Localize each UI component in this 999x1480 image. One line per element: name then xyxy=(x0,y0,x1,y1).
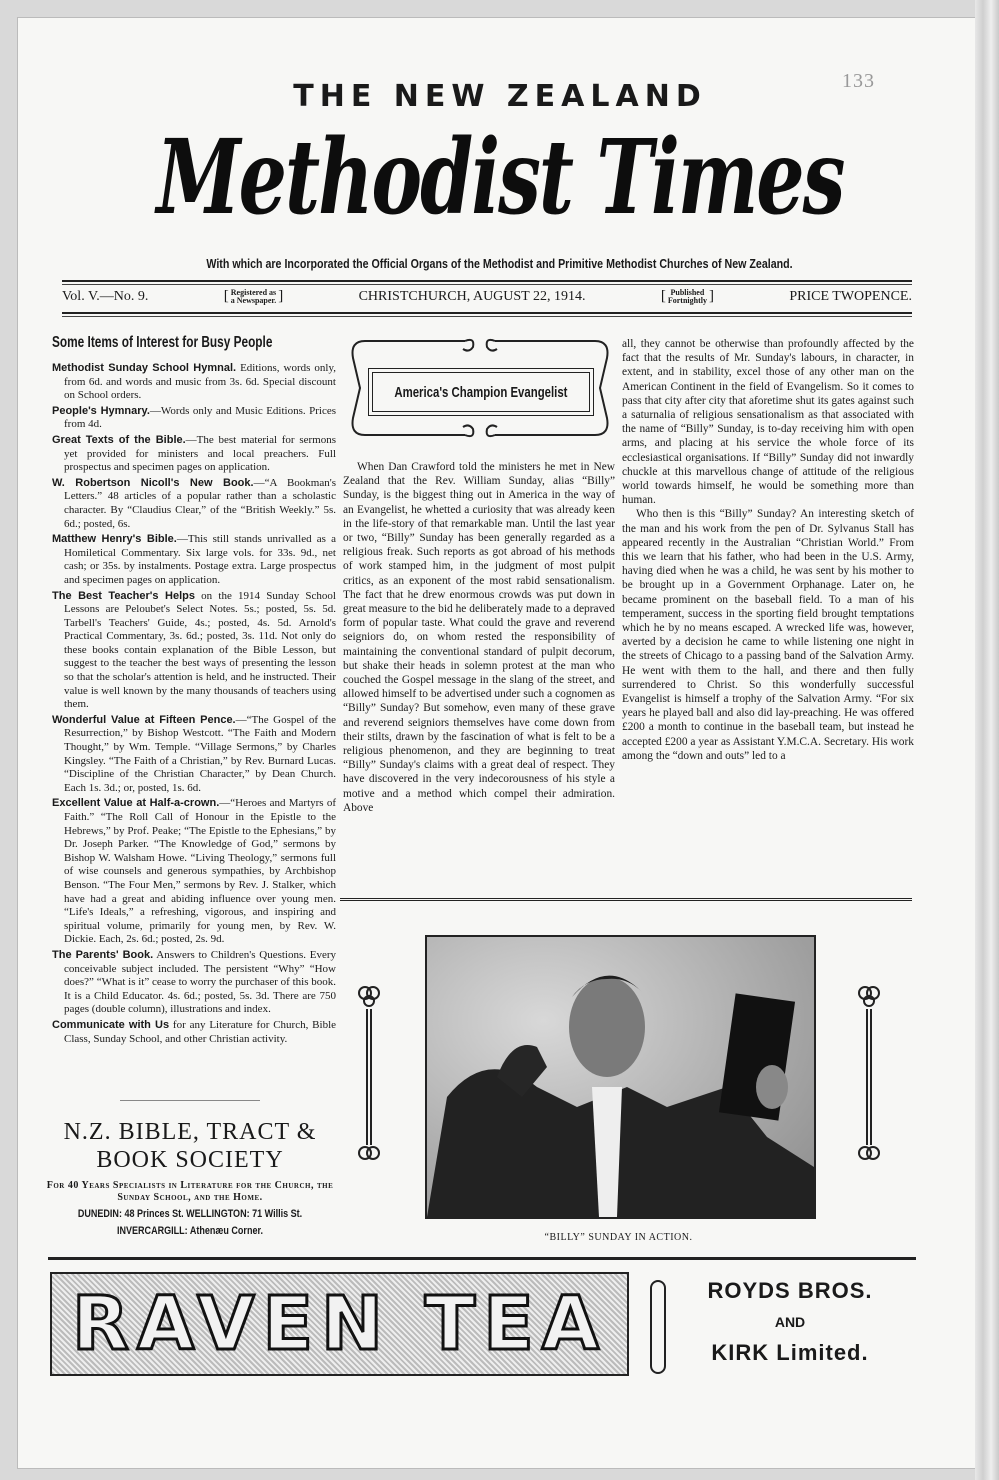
separator xyxy=(120,1100,260,1101)
rule xyxy=(62,312,912,314)
advert-item xyxy=(52,477,336,531)
royds-bros-advert xyxy=(680,1278,900,1366)
advert-item xyxy=(52,1019,336,1046)
advert-item-text: —Words only and Music Editions. Prices from 4d. xyxy=(64,404,336,431)
volume-number: Vol. V.—No. 9. xyxy=(62,288,149,304)
article-paragraph: When Dan Crawford told the ministers he met in New Zealand that the Rev. William Sunday, alias “Billy” Sunday, is the biggest thing out in America in the way of an Evangelist, he whetted a curiosity that was already keen in the life-story of that remarkable man. Until the last year or two, “Billy” Sunday has been generally regarded as a religious freak. Such reports as got abroad of his methods of work stamped him, in the judgment of most pulpit critics, as an exponent of the most rabid sensationalism. The fact that he drew enormous crowds was put down in great measure to the bid he deliberately made to a depraved form of popular taste. What could the grave and reverend seigniors do, on whom rested the responsibility of maintaining the conventional standard of pulpit decorum, but shake their heads in solemn protest at the man who couched the Gospel message in the slang of the street, and allowed himself to be advertised under such a cognomen as “Billy” Sunday? But somehow, even many of these grave and reverend seigniors themselves have come down from their stilts, drawn by the fascination of what is felt to be a religious phenomenon, and they are beginning to treat “Billy” Sunday's claims with a great deal of respect. They have discovered in the very indecorousness of his style a motive and a method which compel their admiration. Above xyxy=(343,461,615,814)
price: PRICE TWOPENCE. xyxy=(789,288,912,304)
masthead-title: Methodist Times xyxy=(156,117,844,238)
page-number: 133 xyxy=(842,70,875,92)
published-line: Fortnightly xyxy=(667,295,707,305)
advert-item xyxy=(52,714,336,796)
masthead-subtitle: With which are Incorporated the Official Organs of the Methodist and Primitive Methodist Churches of New Zealand. xyxy=(206,256,793,271)
maker-name: KIRK Limited. xyxy=(711,1340,869,1365)
advert-item-title: The Parents' Book. xyxy=(52,948,154,961)
maker-name: ROYDS BROS. xyxy=(707,1278,873,1303)
advert-item xyxy=(52,797,336,947)
advert-item-text: —This still stands unrivalled as a Homiletical Commentary. Six large vols. for 33s. 9d., net cash; or 35s. by instalments. Postage extra. Large prospectus and specimen pages on application. xyxy=(64,533,336,586)
advert-item-title: Methodist Sunday School Hymnal. xyxy=(52,362,237,374)
paperclip-ornament xyxy=(650,1280,666,1374)
advert-item xyxy=(52,434,336,475)
bible-society-advert xyxy=(40,1118,340,1238)
advert-item-text: —The best material for sermons yet provided for ministers and local preachers. Full prospectus and specimen pages on application. xyxy=(64,433,336,474)
page-edge xyxy=(975,0,999,1480)
advert-item-text: —“A Bookman's Letters.” 48 articles of a popular rather than a scholastic character. By “Claudius Clear,” of the “British Weekly.” 5s. 6d.; posted, 6s. xyxy=(64,476,336,530)
article-headline-text: America's Champion Evangelist xyxy=(394,383,568,401)
rule xyxy=(62,280,912,282)
left-column-heading: Some Items of Interest for Busy People xyxy=(52,334,273,351)
society-addresses: DUNEDIN: 48 Princes St. WELLINGTON: 71 Willis St. xyxy=(77,1208,303,1220)
advert-item-title: The Best Teacher's Helps xyxy=(52,589,195,602)
maker-and: AND xyxy=(774,1314,806,1330)
rule xyxy=(48,1257,916,1260)
dateline: CHRISTCHURCH, AUGUST 22, 1914. xyxy=(358,288,586,304)
advert-item-text: —“The Gospel of the Resurrection,” by Bishop Westcott. “The Faith and Modern Thought,” by Wm. Temple. “Village Sermons,” by Charles Kingsley. “The Faith of a Christian,” by Rev. Burnard Lucas. “Discipline of the Christian Character,” by Dean Church. Each 1s. 3d.; or, posted, 1s. 6d. xyxy=(64,713,337,794)
society-name-line: N.Z. BIBLE, TRACT & xyxy=(63,1119,317,1145)
advert-item xyxy=(52,362,336,403)
registered-line: Registered as xyxy=(230,287,277,297)
raven-tea-logo: RAVEN TEA xyxy=(71,1281,608,1367)
floral-ornament-left xyxy=(357,985,381,1165)
published-line: Published xyxy=(670,287,705,297)
article-column-right xyxy=(622,337,914,763)
advert-item xyxy=(52,949,336,1017)
rule xyxy=(62,316,912,317)
advert-item-text: on the 1914 Sunday School Lessons are Peloubet's Select Notes. 5s.; posted, 5s. 5d. Tarbell's Teachers' Guide, 4s.; posted, 4s. 5d. Arnold's Practical Commentary, 3s. 6d.; posted, 3s. 11d. Not only do these books contain explanation of the Bible Lesson, but suggest to the teacher the best ways of presenting the lesson so that the scholar's attention is held, and he instructed. Their value is well known by the many thousands of teachers using them. xyxy=(64,589,336,711)
article-column-middle xyxy=(343,460,615,815)
advert-item-title: Wonderful Value at Fifteen Pence. xyxy=(52,713,236,726)
advert-item-title: Communicate with Us xyxy=(52,1018,170,1031)
article-paragraph: Who then is this “Billy” Sunday? An interesting sketch of the man and his work from the pen of Dr. Sylvanus Stall has appeared recently in the Australian “Christian World.” From this we learn that his father, who had been in the U.S. Army, having died when he was a child, he was sent by his mother to be brought up in a Government Orphanage. Later on, he became prominent on the baseball field. To a man of his temperament, success in the sporting field brought temptations which he by no means escaped. A wrecked life was, however, averted by a decision he came to while listening one night in the streets of Chicago to a passing band of the Salvation Army. He went with them to the hall, and there and then fully surrendered to Christ. So this wonderfully successful Evangelist is himself a trophy of the Salvation Army. “For six years he played ball and also did lay-preaching. He was offered £200 a month to continue in the baseball team, but instead he accepted £200 a year as Assistant Y.M.C.A. Secretary. His work among the “down and outs” led to a xyxy=(622,508,914,762)
society-addresses: INVERCARGILL: Athenæu Corner. xyxy=(116,1225,263,1237)
section-divider xyxy=(340,898,912,901)
advert-item-title: W. Robertson Nicoll's New Book. xyxy=(52,476,254,489)
registered-note: [ Registered as a Newspaper. ] xyxy=(223,287,284,305)
advert-item xyxy=(52,533,336,587)
advert-item xyxy=(52,590,336,712)
registered-line: a Newspaper. xyxy=(230,295,277,305)
advert-item-text: Answers to Children's Questions. Every conceivable subject included. The persistent “Why” “How does?” “What is it” cease to worry the purchaser of this book. It is a Child Educator. 4s. 6d.; posted, 5s. 3d. There are 750 pages (double column), illustrations and index. xyxy=(64,948,336,1016)
article-paragraph: all, they cannot be otherwise than profoundly affected by the fact that the results of Mr. Sunday's labours, in character, in extent, and in stability, excel those of any other man on the American Continent in the field of Evangelism. So it comes to pass that city after city that aforetime shut its gates against such a saturnalia of religious sensationalism as that associated with the name of “Billy” Sunday, is to-day receiving him with open arms, and placing at his service the whole force of its ecclesiastical organisations. If “Billy” Sunday did not inwardly chuckle at this marvellous change of attitude of the religious world towards himself, he would be something more than human. xyxy=(622,338,914,507)
published-note: [ Published Fortnightly ] xyxy=(660,287,714,305)
advert-item-title: Excellent Value at Half-a-crown. xyxy=(52,797,220,810)
left-column-items xyxy=(52,362,336,1048)
advert-item-title: People's Hymnary. xyxy=(52,404,150,417)
advert-item-text: for any Literature for Church, Bible Class, Sunday School, and other Christian activity. xyxy=(64,1018,337,1045)
advert-item xyxy=(52,405,336,432)
advert-item-text: Editions, words only, from 6d. and words and music from 3s. 6d. Special discount on School orders. xyxy=(64,362,336,402)
photo-caption: “BILLY” SUNDAY IN ACTION. xyxy=(544,1232,693,1243)
society-tagline: For 40 Years Specialists in Literature for the Church, the Sunday School, and the Home. xyxy=(46,1180,334,1203)
society-name-line: BOOK SOCIETY xyxy=(96,1147,284,1173)
masthead-overline: THE NEW ZEALAND xyxy=(293,79,707,114)
info-bar xyxy=(62,288,912,305)
advert-item-title: Great Texts of the Bible. xyxy=(52,433,186,446)
article-headline xyxy=(372,372,590,412)
photo-billy-sunday xyxy=(425,935,816,1219)
raven-tea-advert xyxy=(50,1272,629,1376)
advert-item-text: —“Heroes and Martyrs of Faith.” “The Roll Call of Honour in the Epistle to the Hebrews,” by Prof. Peake; “The Epistle to the Ephesians,” by Dr. Joseph Parker. “The Knowledge of God,” sermons by Bishop W. Walsham Howe. “Living Theology,” sermons full of wise counsels and generous sympathies, by Archbishop Benson. “The Four Men,” sermons by Rev. J. Stalker, which have had a great and abiding influence over young men. “Life's Ideals,” a refreshing, vigorous, and inspiring and spiritual volume, primarily for young men, by Rev. W. Dickie. Each, 2s. 6d.; posted, 2s. 9d. xyxy=(64,797,337,946)
rule xyxy=(62,284,912,285)
floral-ornament-right xyxy=(857,985,881,1165)
advert-item-title: Matthew Henry's Bible. xyxy=(52,533,177,546)
